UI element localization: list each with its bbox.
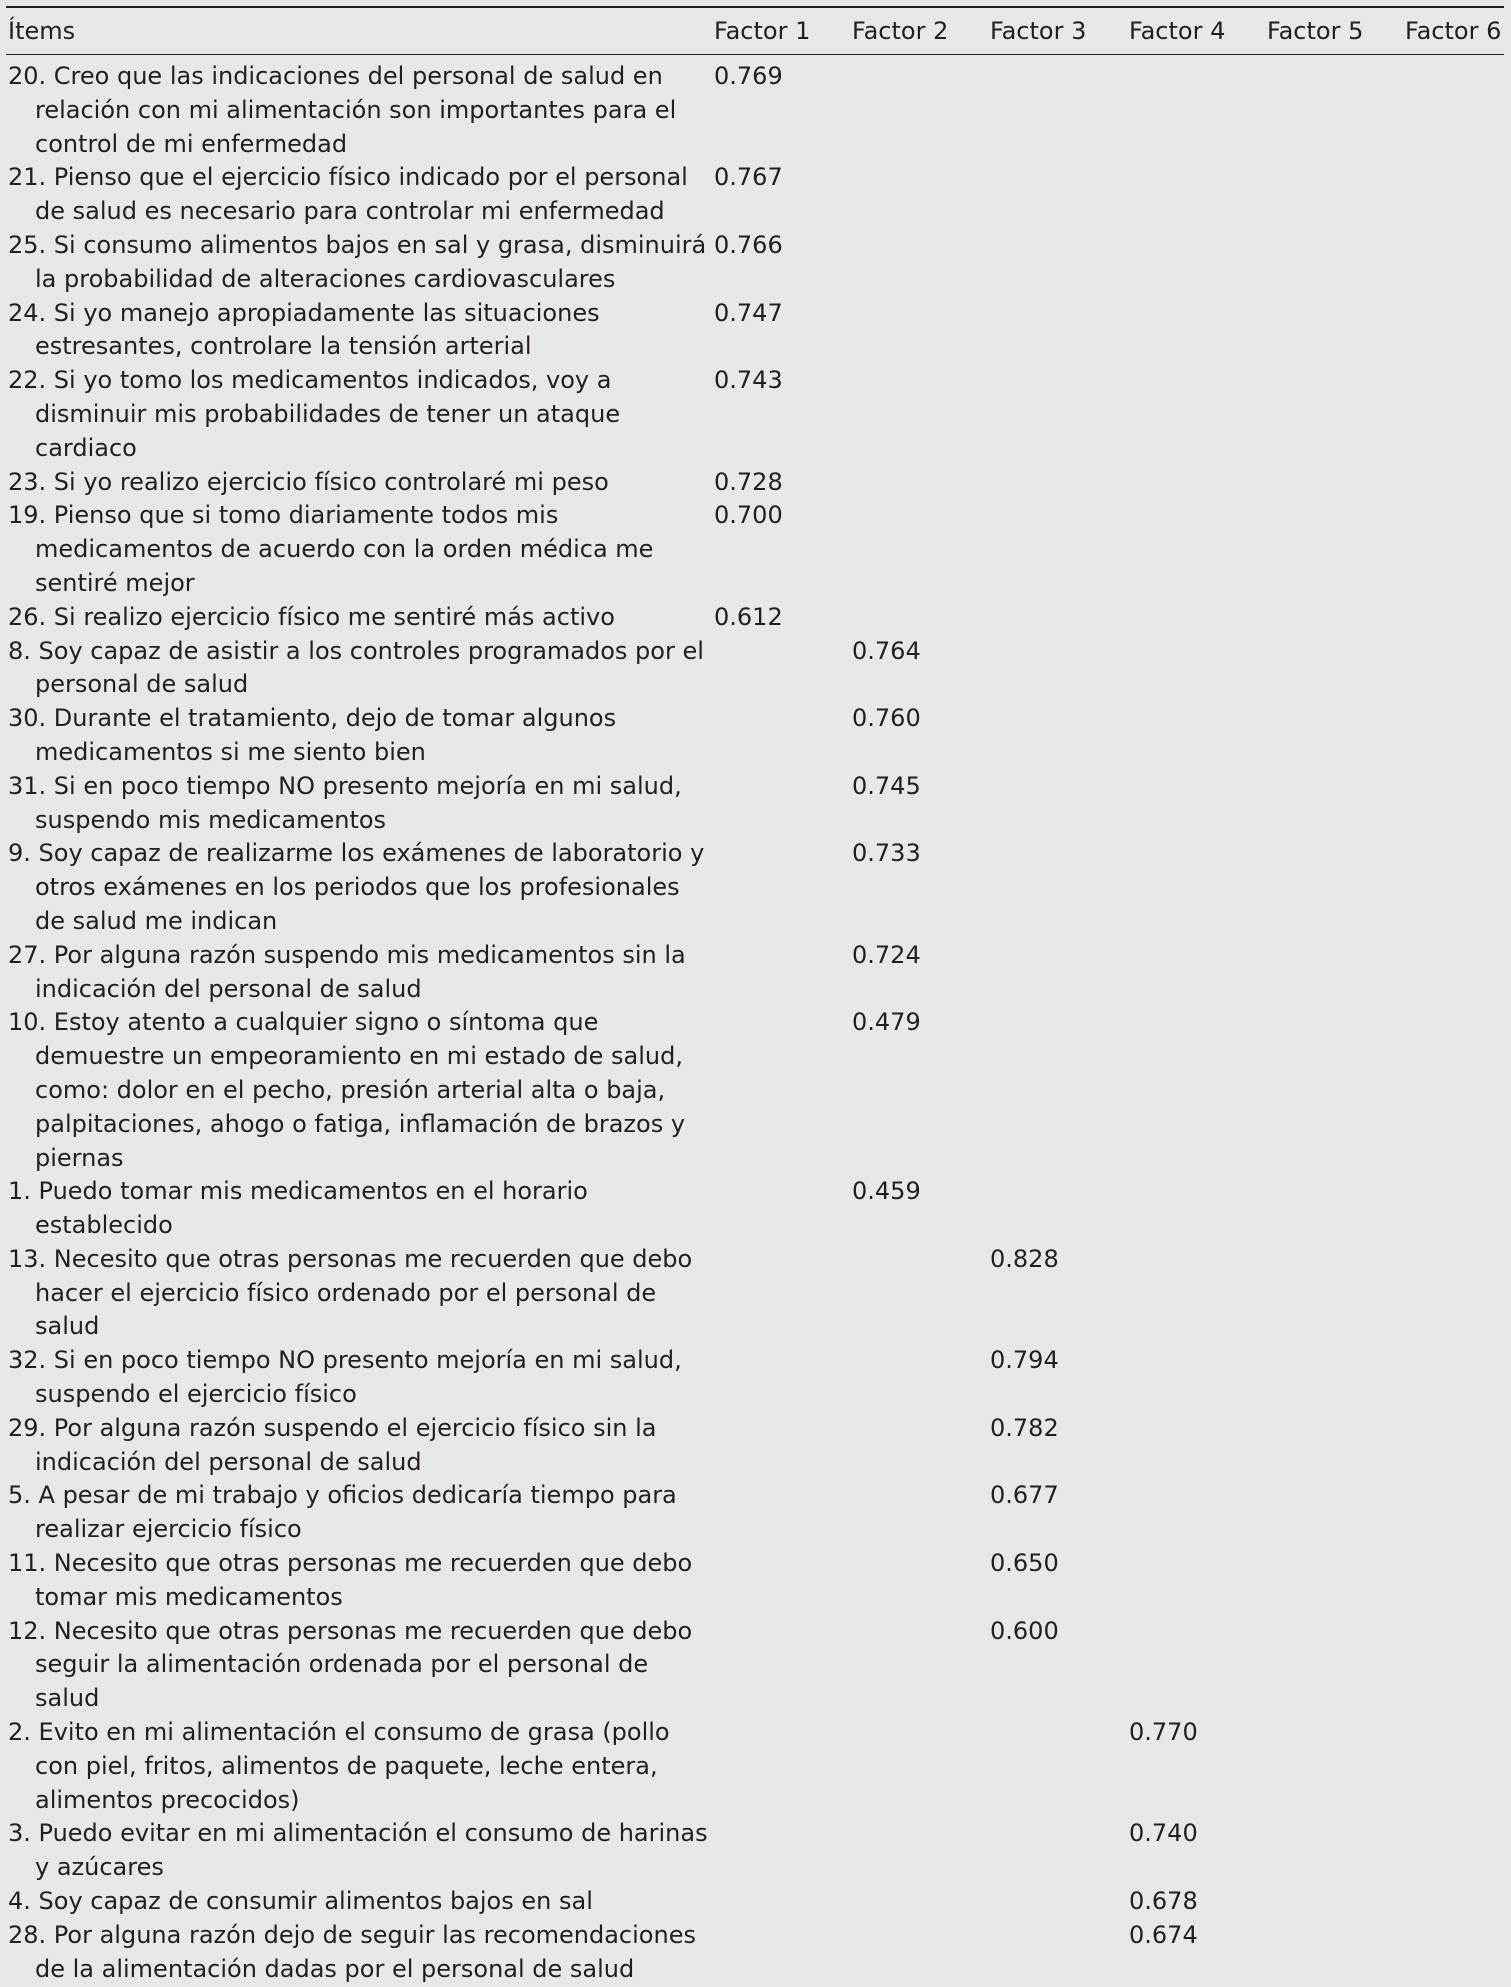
- table-row: [0, 499, 1511, 600]
- factor-4-loading: 0.674: [1129, 1920, 1198, 1949]
- table-row: [0, 837, 1511, 938]
- header-factor-6: Factor 6: [1405, 17, 1502, 45]
- header-factor-5: Factor 5: [1267, 17, 1364, 45]
- header-items: Ítems: [8, 17, 76, 45]
- table-row: [0, 939, 1511, 1007]
- item-text: 4. Soy capaz de consumir alimentos bajos en sal: [8, 1887, 593, 1916]
- factor-3-loading: 0.782: [990, 1413, 1059, 1442]
- table-row: [0, 601, 1511, 635]
- factor-2-loading: 0.459: [852, 1177, 921, 1206]
- factor-3-loading: 0.794: [990, 1346, 1059, 1375]
- item-text: 31. Si en poco tiempo NO presento mejoría en mi salud, suspendo mis medicamentos: [8, 771, 682, 834]
- item-text: 30. Durante el tratamiento, dejo de tomar algunos medicamentos si me siento bien: [8, 704, 617, 766]
- table-row: [0, 1006, 1511, 1175]
- factor-2-loading: 0.760: [852, 704, 921, 733]
- table-row: [0, 1547, 1511, 1615]
- factor-1-loading: 0.747: [714, 298, 783, 327]
- item-text: 3. Puedo evitar en mi alimentación el consumo de harinas y azúcares: [8, 1819, 708, 1882]
- item-text: 28. Por alguna razón dejo de seguir las recomendaciones de la alimentación dadas por el personal de salud: [8, 1920, 696, 1983]
- table-row: [0, 770, 1511, 838]
- factor-1-loading: 0.743: [714, 366, 783, 395]
- table-row: [0, 1885, 1511, 1919]
- table-row: [0, 229, 1511, 297]
- factor-2-loading: 0.764: [852, 636, 921, 665]
- factor-1-loading: 0.766: [714, 230, 783, 259]
- item-text: 8. Soy capaz de asistir a los controles programados por el personal de salud: [8, 636, 704, 699]
- item-text: 11. Necesito que otras personas me recuerden que debo tomar mis medicamentos: [8, 1549, 693, 1611]
- table-row: [0, 1716, 1511, 1817]
- item-text: 26. Si realizo ejercicio físico me sentiré más activo: [8, 602, 615, 631]
- item-text: 12. Necesito que otras personas me recuerden que debo seguir la alimentación ordenada por el personal de salud: [8, 1616, 693, 1713]
- table-row: [0, 297, 1511, 365]
- factor-3-loading: 0.600: [990, 1616, 1059, 1645]
- header-factor-4: Factor 4: [1129, 17, 1226, 45]
- factor-1-loading: 0.769: [714, 62, 783, 90]
- factor-2-loading: 0.733: [852, 839, 921, 868]
- item-text: 24. Si yo manejo apropiadamente las situaciones estresantes, controlare la tensión arterial: [8, 298, 600, 361]
- factor-1-loading: 0.728: [714, 467, 783, 496]
- factor-4-loading: 0.770: [1129, 1718, 1198, 1747]
- item-text: 1. Puedo tomar mis medicamentos en el horario establecido: [8, 1177, 588, 1240]
- item-text: 5. A pesar de mi trabajo y oficios dedicaría tiempo para realizar ejercicio físico: [8, 1481, 677, 1544]
- factor-3-loading: 0.828: [990, 1244, 1059, 1273]
- item-text: 27. Por alguna razón suspendo mis medicamentos sin la indicación del personal de salud: [8, 940, 686, 1003]
- factor-3-loading: 0.677: [990, 1481, 1059, 1510]
- table-row: [0, 1817, 1511, 1885]
- factor-2-loading: 0.479: [852, 1008, 921, 1037]
- header-factor-3: Factor 3: [990, 17, 1087, 45]
- item-text: 20. Creo que las indicaciones del personal de salud en relación con mi alimentación son importantes para el control de mi enfermedad: [8, 62, 677, 158]
- item-text: 19. Pienso que si tomo diariamente todos mis medicamentos de acuerdo con la orden médica me sentiré mejor: [8, 501, 654, 597]
- item-text: 9. Soy capaz de realizarme los exámenes de laboratorio y otros exámenes en los periodos que los profesionales de salud me indican: [8, 839, 705, 935]
- table-header-rule: [6, 54, 1504, 55]
- header-factor-2: Factor 2: [852, 17, 949, 45]
- table-row: [0, 60, 1511, 161]
- factor-2-loading: 0.745: [852, 771, 921, 800]
- table-top-rule: [6, 6, 1504, 8]
- factor-2-loading: 0.724: [852, 940, 921, 969]
- item-text: 25. Si consumo alimentos bajos en sal y grasa, disminuirá la probabilidad de alteraciones cardiovasculares: [8, 230, 707, 293]
- table-body: [0, 60, 1511, 1986]
- table-row: [0, 635, 1511, 703]
- factor-1-loading: 0.767: [714, 163, 783, 192]
- factor-1-loading: 0.700: [714, 501, 783, 530]
- header-factor-1: Factor 1: [714, 17, 811, 45]
- table-row: [0, 1919, 1511, 1987]
- table-row: [0, 364, 1511, 465]
- table-row: [0, 161, 1511, 229]
- item-text: 10. Estoy atento a cualquier signo o síntoma que demuestre un empeoramiento en mi estado de salud, como: dolor en el pecho, presión arterial alta o baja, palpitaciones, ahogo o fatiga, inflamación de brazos y piernas: [8, 1008, 686, 1172]
- item-text: 23. Si yo realizo ejercicio físico controlaré mi peso: [8, 467, 609, 496]
- table-row: [0, 1175, 1511, 1243]
- table-row: [0, 1479, 1511, 1547]
- item-text: 13. Necesito que otras personas me recuerden que debo hacer el ejercicio físico ordenado por el personal de salud: [8, 1244, 693, 1341]
- item-text: 29. Por alguna razón suspendo el ejercicio físico sin la indicación del personal de salud: [8, 1413, 657, 1476]
- factor-3-loading: 0.650: [990, 1549, 1059, 1578]
- table-row: [0, 466, 1511, 500]
- table-row: [0, 1412, 1511, 1480]
- factor-1-loading: 0.612: [714, 602, 783, 631]
- item-text: 22. Si yo tomo los medicamentos indicados, voy a disminuir mis probabilidades de tener un ataque cardiaco: [8, 366, 621, 462]
- factor-4-loading: 0.678: [1129, 1887, 1198, 1916]
- factor-4-loading: 0.740: [1129, 1819, 1198, 1848]
- item-text: 32. Si en poco tiempo NO presento mejoría en mi salud, suspendo el ejercicio físico: [8, 1346, 682, 1409]
- table-row: [0, 1615, 1511, 1716]
- table-row: [0, 702, 1511, 770]
- item-text: 2. Evito en mi alimentación el consumo de grasa (pollo con piel, fritos, alimentos de paquete, leche entera, alimentos precocidos): [8, 1718, 670, 1814]
- table-header: [0, 12, 1511, 52]
- item-text: 21. Pienso que el ejercicio físico indicado por el personal de salud es necesario para controlar mi enfermedad: [8, 163, 688, 226]
- table-row: [0, 1344, 1511, 1412]
- table-row: [0, 1243, 1511, 1344]
